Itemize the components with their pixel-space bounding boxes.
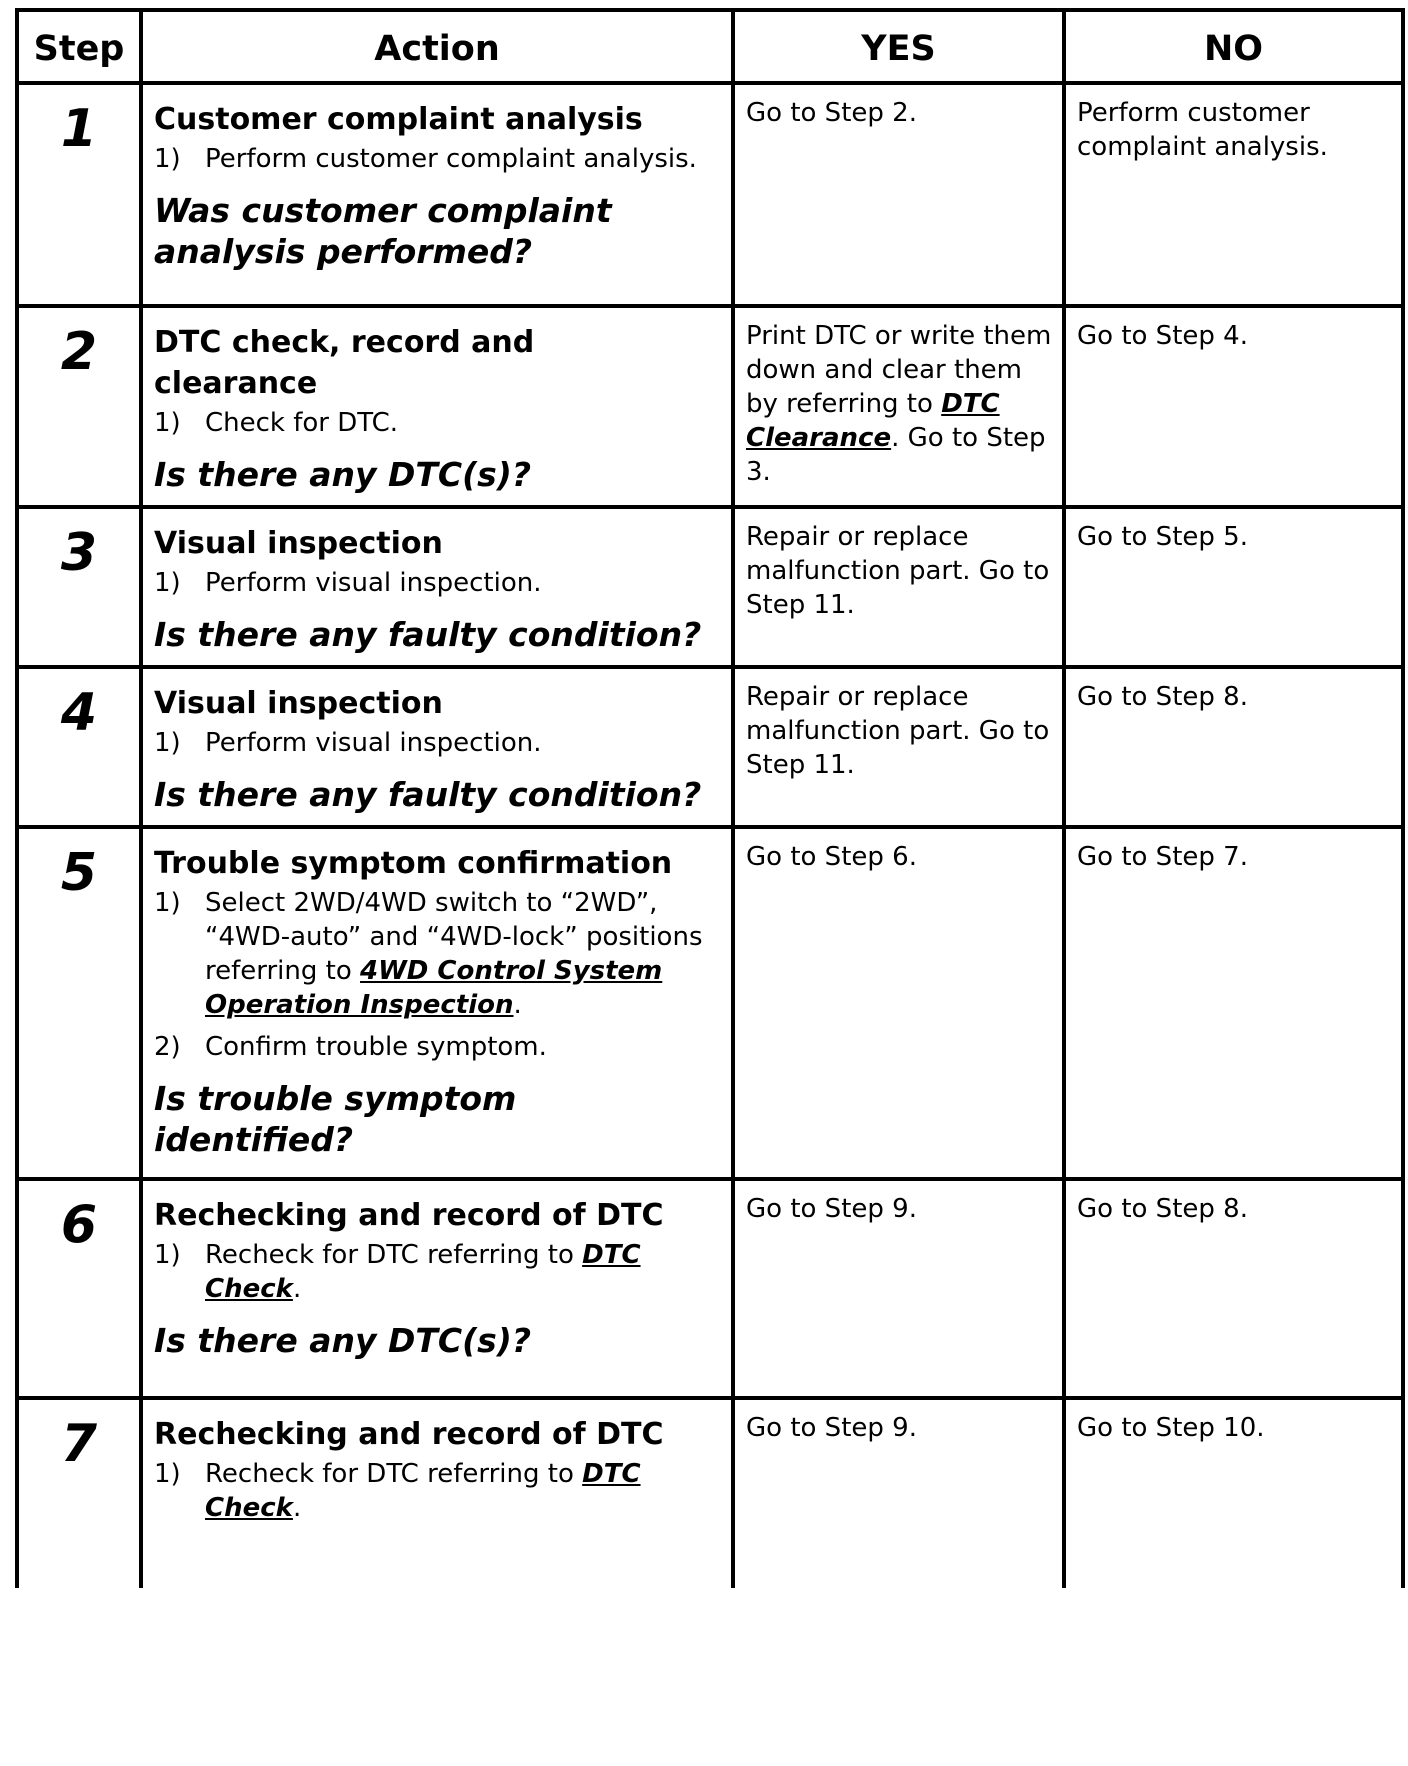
action-cell — [141, 507, 733, 667]
list-item-number: 2) — [154, 1032, 181, 1062]
action-list-item — [154, 1238, 721, 1306]
no-cell — [1064, 827, 1403, 1179]
list-item-text — [205, 566, 721, 600]
header-step: Step — [17, 10, 141, 83]
text-span: . — [292, 1493, 302, 1523]
action-list — [154, 1238, 721, 1306]
action-title: DTC check, record and clearance — [154, 325, 535, 401]
action-list — [154, 406, 721, 440]
text-span: Recheck for DTC referring to — [205, 1459, 583, 1489]
action-cell — [141, 1179, 733, 1398]
text-span: Perform customer complaint analysis. — [1077, 98, 1328, 162]
text-span: Print DTC or write them down and clear them by referring to — [746, 321, 1052, 419]
action-list-item — [154, 566, 721, 600]
action-question: Was customer complaint analysis performed? — [154, 191, 612, 271]
action-question: Is there any faulty condition? — [154, 615, 702, 654]
step-number: 6 — [17, 1179, 141, 1398]
table-row-step-6 — [17, 1179, 1403, 1398]
action-list — [154, 886, 721, 1064]
action-list-item — [154, 406, 721, 440]
yes-cell — [733, 1398, 1064, 1588]
reference-link[interactable]: DTC Clearance — [746, 389, 1000, 453]
text-span: Go to Step 10. — [1077, 1413, 1265, 1443]
no-cell — [1064, 306, 1403, 507]
action-cell — [141, 306, 733, 507]
reference-link[interactable]: DTC Check — [205, 1459, 641, 1523]
action-question: Is trouble symptom identified? — [154, 1079, 517, 1159]
text-span: Go to Step 9. — [746, 1194, 917, 1224]
table-row-step-2 — [17, 306, 1403, 507]
action-cell — [141, 83, 733, 306]
list-item-number: 1) — [154, 728, 181, 758]
list-item-text — [205, 1457, 721, 1525]
list-item-text — [205, 886, 721, 1022]
action-cell — [141, 827, 733, 1179]
action-title: Customer complaint analysis — [154, 102, 643, 137]
action-list-item — [154, 886, 721, 1022]
reference-link[interactable]: DTC Check — [205, 1240, 641, 1304]
no-cell — [1064, 507, 1403, 667]
step-number: 3 — [17, 507, 141, 667]
action-title: Rechecking and record of DTC — [154, 1198, 664, 1233]
action-list-item — [154, 1030, 721, 1064]
step-number: 1 — [17, 83, 141, 306]
step-number: 2 — [17, 306, 141, 507]
text-span: . — [292, 1274, 302, 1304]
step-number: 5 — [17, 827, 141, 1179]
action-list — [154, 142, 721, 176]
text-span: Go to Step 6. — [746, 842, 917, 872]
text-span: Recheck for DTC referring to — [205, 1240, 583, 1270]
no-cell — [1064, 83, 1403, 306]
text-span: Go to Step 8. — [1077, 682, 1248, 712]
action-cell — [141, 1398, 733, 1588]
text-span: Go to Step 9. — [746, 1413, 917, 1443]
text-span: Check for DTC. — [205, 408, 399, 438]
action-title: Visual inspection — [154, 526, 443, 561]
text-span: Perform visual inspection. — [205, 728, 542, 758]
action-list — [154, 726, 721, 760]
list-item-number: 1) — [154, 888, 181, 918]
list-item-number: 1) — [154, 144, 181, 174]
text-span: Go to Step 2. — [746, 98, 917, 128]
list-item-number: 1) — [154, 568, 181, 598]
step-number: 7 — [17, 1398, 141, 1588]
text-span: Select 2WD/4WD switch to “2WD”, “4WD-auto” and “4WD-lock” positions referring to — [205, 888, 703, 986]
text-span: . Go to Step 3. — [746, 423, 1046, 487]
action-title: Trouble symptom confirmation — [154, 846, 673, 881]
table-header-row — [17, 10, 1403, 83]
action-list — [154, 1457, 721, 1525]
yes-cell — [733, 306, 1064, 507]
action-list — [154, 566, 721, 600]
yes-cell — [733, 507, 1064, 667]
table-row-step-3 — [17, 507, 1403, 667]
list-item-number: 1) — [154, 1240, 181, 1270]
yes-cell — [733, 667, 1064, 827]
text-span: Go to Step 7. — [1077, 842, 1248, 872]
text-span: Perform customer complaint analysis. — [205, 144, 697, 174]
text-span: Confirm trouble symptom. — [205, 1032, 547, 1062]
table-row-step-4 — [17, 667, 1403, 827]
list-item-text — [205, 142, 721, 176]
list-item-text — [205, 726, 721, 760]
action-question: Is there any DTC(s)? — [154, 455, 532, 494]
header-action: Action — [141, 10, 733, 83]
header-no: NO — [1064, 10, 1403, 83]
no-cell — [1064, 1179, 1403, 1398]
list-item-number: 1) — [154, 1459, 181, 1489]
yes-cell — [733, 83, 1064, 306]
text-span: . — [513, 990, 522, 1020]
text-span: Go to Step 8. — [1077, 1194, 1248, 1224]
diagnostic-flow-table — [15, 8, 1405, 1588]
no-cell — [1064, 1398, 1403, 1588]
reference-link[interactable]: 4WD Control System Operation Inspection — [205, 956, 663, 1020]
list-item-number: 1) — [154, 408, 181, 438]
table-row-step-7 — [17, 1398, 1403, 1588]
yes-cell — [733, 1179, 1064, 1398]
no-cell — [1064, 667, 1403, 827]
list-item-text — [205, 406, 721, 440]
action-list-item — [154, 726, 721, 760]
table-row-step-5 — [17, 827, 1403, 1179]
action-cell — [141, 667, 733, 827]
step-number: 4 — [17, 667, 141, 827]
header-yes: YES — [733, 10, 1064, 83]
list-item-text — [205, 1238, 721, 1306]
list-item-text — [205, 1030, 721, 1064]
text-span: Go to Step 4. — [1077, 321, 1248, 351]
action-question: Is there any faulty condition? — [154, 775, 702, 814]
action-list-item — [154, 142, 721, 176]
text-span: Repair or replace malfunction part. Go to Step 11. — [746, 522, 1050, 620]
text-span: Go to Step 5. — [1077, 522, 1248, 552]
text-span: Repair or replace malfunction part. Go to Step 11. — [746, 682, 1050, 780]
table-row-step-1 — [17, 83, 1403, 306]
yes-cell — [733, 827, 1064, 1179]
action-question: Is there any DTC(s)? — [154, 1321, 532, 1360]
text-span: Perform visual inspection. — [205, 568, 542, 598]
action-title: Visual inspection — [154, 686, 443, 721]
action-title: Rechecking and record of DTC — [154, 1417, 664, 1452]
action-list-item — [154, 1457, 721, 1525]
